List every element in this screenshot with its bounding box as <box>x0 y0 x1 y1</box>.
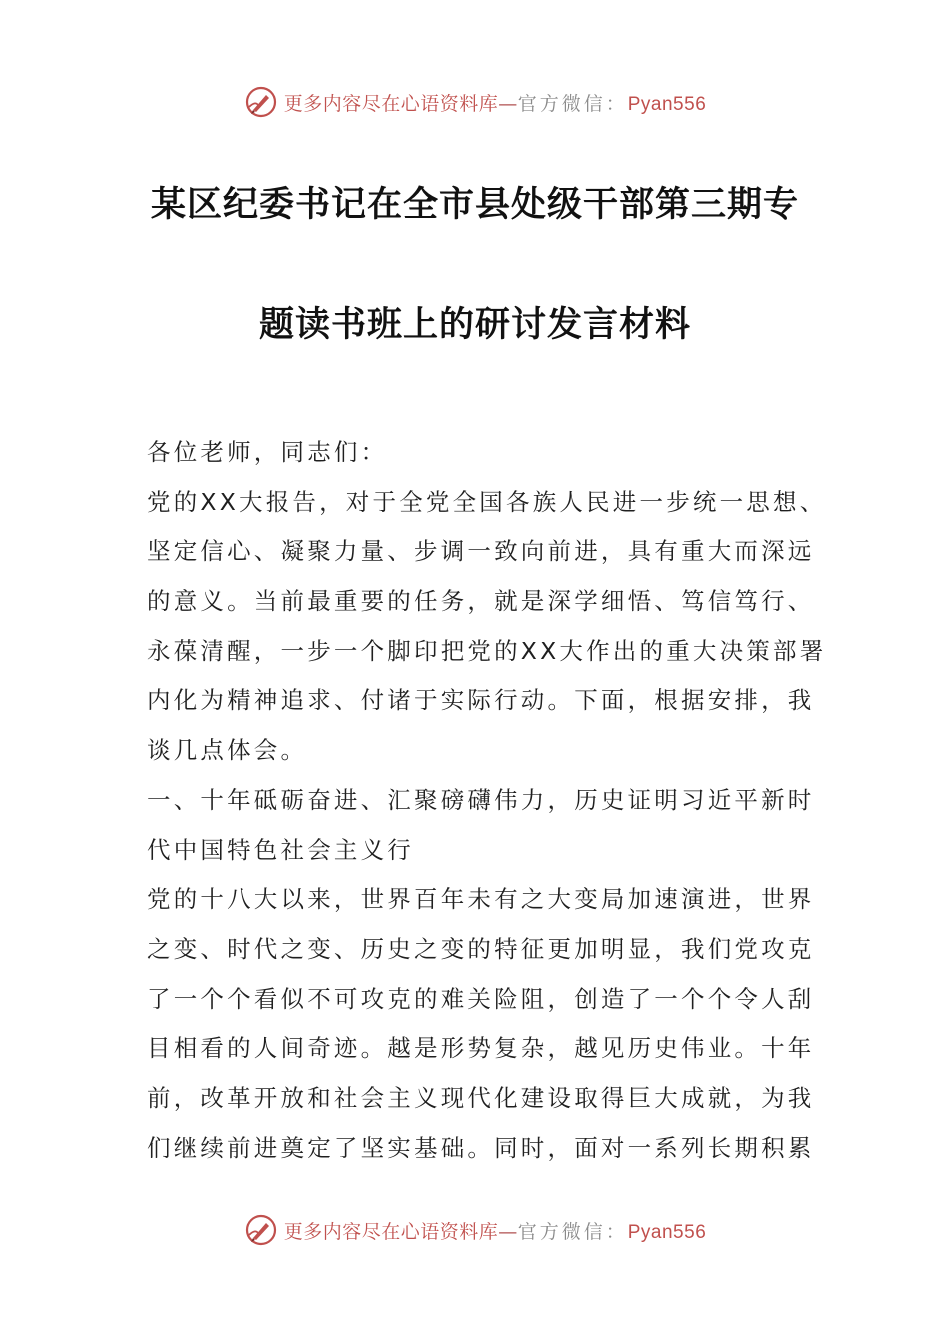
footer-banner-text <box>284 1217 707 1244</box>
body-line: 目相看的人间奇迹。越是形势复杂，越见历史伟业。十年 <box>147 1034 815 1063</box>
body-line: 坚定信心、凝聚力量、步调一致向前进，具有重大而深远 <box>147 537 815 566</box>
banner-wechat-id: Pyan556 <box>627 93 707 115</box>
header-banner-content <box>244 85 707 119</box>
banner-main-text: 更多内容尽在心语资料库 <box>283 1220 499 1243</box>
body-line: 永葆清醒，一步一个脚印把党的XX大作出的重大决策部署 <box>147 636 827 665</box>
banner-wechat-id: Pyan556 <box>627 1221 707 1243</box>
footer-banner <box>0 1210 950 1250</box>
body-line: 内化为精神追求、付诸于实际行动。下面，根据安排，我 <box>147 686 815 715</box>
document-title-line-2: 题读书班上的研讨发言材料 <box>258 304 691 345</box>
section-heading-line: 一、十年砥砺奋进、汇聚磅礴伟力，历史证明习近平新时 <box>147 785 815 814</box>
body-line: 之变、时代之变、历史之变的特征更加明显，我们党攻克 <box>147 934 815 963</box>
body-line: 党的XX大报告，对于全党全国各族人民进一步统一思想、 <box>147 487 827 516</box>
body-line: 的意义。当前最重要的任务，就是深学细悟、笃信笃行、 <box>147 587 815 616</box>
body-line: 前，改革开放和社会主义现代化建设取得巨大成就，为我 <box>147 1083 815 1112</box>
banner-wechat-label: 官方微信： <box>517 92 628 115</box>
header-banner <box>0 82 950 122</box>
body-line: 了一个个看似不可攻克的难关险阻，创造了一个个令人刮 <box>147 984 815 1013</box>
banner-wechat-label: 官方微信： <box>517 1220 628 1243</box>
body-line: 谈几点体会。 <box>147 736 308 765</box>
banner-main-text: 更多内容尽在心语资料库 <box>283 92 499 115</box>
section-heading-line: 代中国特色社会主义行 <box>147 835 414 864</box>
body-line: 党的十八大以来，世界百年未有之大变局加速演进，世界 <box>147 885 815 914</box>
banner-dash: — <box>498 1220 518 1243</box>
body-line: 们继续前进奠定了坚实基础。同时，面对一系列长期积累 <box>147 1133 815 1162</box>
banner-dash: — <box>498 92 518 115</box>
body-line: 各位老师，同志们： <box>147 438 388 466</box>
document-title-line-1: 某区纪委书记在全市县处级干部第三期专 <box>150 184 799 225</box>
header-banner-text <box>284 89 707 116</box>
footer-banner-content <box>244 1213 707 1247</box>
document-body <box>147 428 827 1173</box>
pen-logo-icon <box>244 85 278 119</box>
pen-logo-icon <box>244 1213 278 1247</box>
